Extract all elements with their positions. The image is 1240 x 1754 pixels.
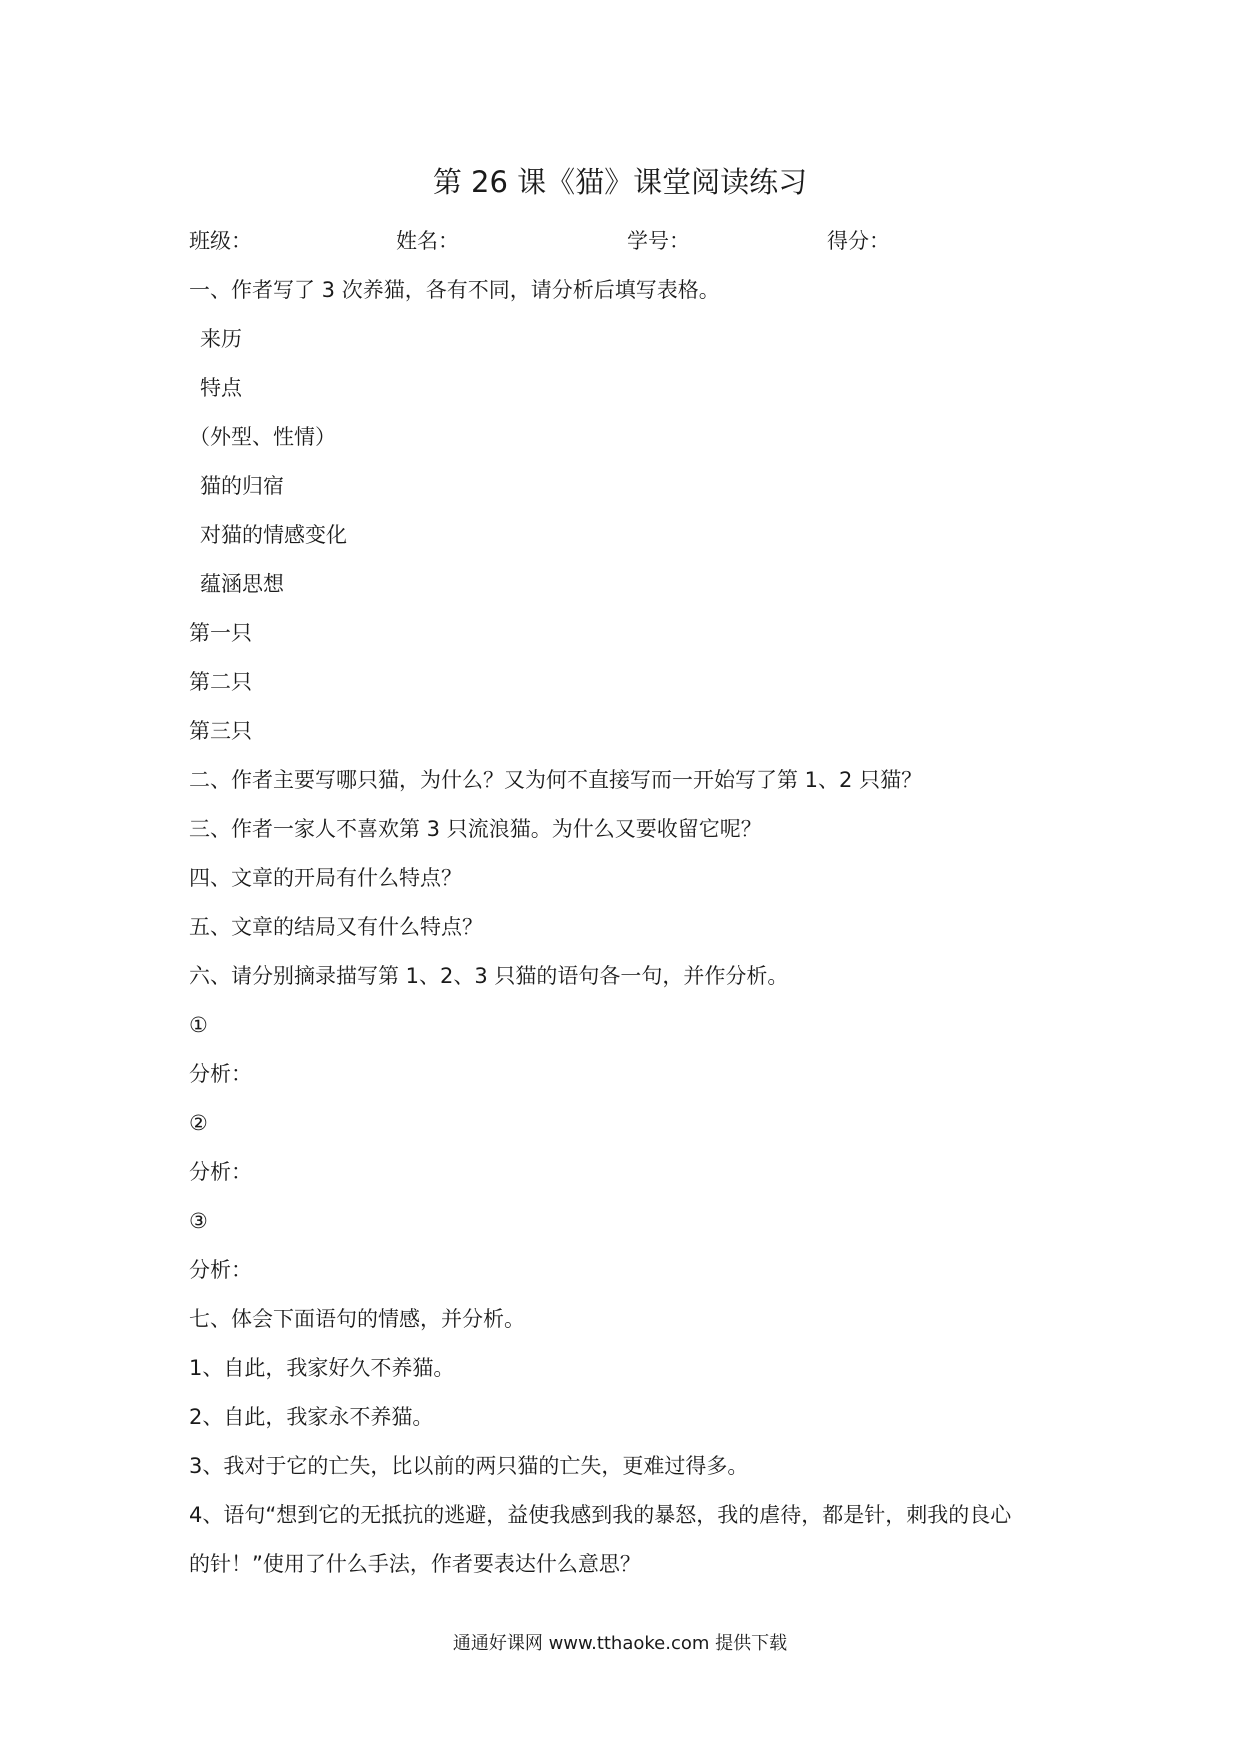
table-column-label: 第一只 xyxy=(189,621,252,645)
question-5: 五、文章的结局又有什么特点？ xyxy=(189,915,483,939)
table-row-label: 来历 xyxy=(200,327,242,351)
analysis-label: 分析： xyxy=(189,1062,252,1086)
table-row-label: 猫的归宿 xyxy=(200,474,284,498)
question-2: 二、作者主要写哪只猫，为什么？又为何不直接写而一开始写了第 1、2 只猫？ xyxy=(189,768,923,792)
student-number-label: 学号： xyxy=(627,229,690,253)
sentence-item-continued: 的针！”使用了什么手法，作者要表达什么意思？ xyxy=(189,1552,641,1576)
answer-marker: ① xyxy=(189,1013,208,1037)
sentence-item: 1、自此，我家好久不养猫。 xyxy=(189,1356,455,1380)
name-label: 姓名： xyxy=(396,229,459,253)
page-footer: 通通好课网 www.tthaoke.com 提供下载 xyxy=(452,1633,788,1654)
table-row-label: 特点 xyxy=(200,376,242,400)
sentence-item: 3、我对于它的亡失，比以前的两只猫的亡失，更难过得多。 xyxy=(189,1454,749,1478)
answer-marker: ③ xyxy=(189,1209,208,1233)
table-row-label: （外型、性情） xyxy=(189,425,336,449)
sentence-item: 2、自此，我家永不养猫。 xyxy=(189,1405,434,1429)
question-6: 六、请分别摘录描写第 1、2、3 只猫的语句各一句，并作分析。 xyxy=(189,964,789,988)
answer-marker: ② xyxy=(189,1111,208,1135)
sentence-item: 4、语句“想到它的无抵抗的逃避，益使我感到我的暴怒，我的虐待，都是针，刺我的良心 xyxy=(189,1503,1012,1527)
analysis-label: 分析： xyxy=(189,1258,252,1282)
analysis-label: 分析： xyxy=(189,1160,252,1184)
table-column-label: 第三只 xyxy=(189,719,252,743)
table-column-label: 第二只 xyxy=(189,670,252,694)
question-4: 四、文章的开局有什么特点？ xyxy=(189,866,462,890)
table-row-label: 对猫的情感变化 xyxy=(200,523,347,547)
question-1: 一、作者写了 3 次养猫，各有不同，请分析后填写表格。 xyxy=(189,278,720,302)
class-label: 班级： xyxy=(189,229,252,253)
score-label: 得分： xyxy=(827,229,890,253)
table-row-label: 蕴涵思想 xyxy=(200,572,284,596)
page-title: 第 26 课《猫》课堂阅读练习 xyxy=(432,165,808,199)
question-7: 七、体会下面语句的情感，并分析。 xyxy=(189,1307,525,1331)
question-3: 三、作者一家人不喜欢第 3 只流浪猫。为什么又要收留它呢？ xyxy=(189,817,762,841)
